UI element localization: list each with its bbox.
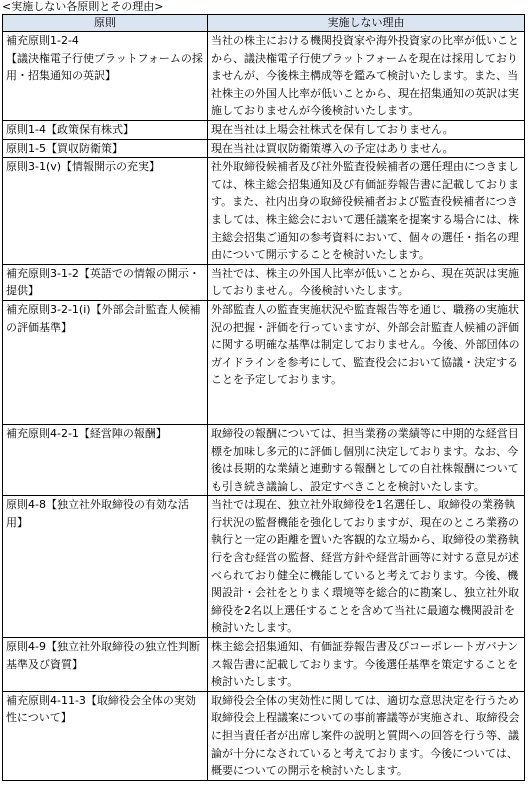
principle-cell: 原則1-4【政策保有株式】 xyxy=(3,120,208,139)
table-caption: <実施しない各原則とその理由> xyxy=(2,0,164,13)
table-row xyxy=(3,158,525,265)
principle-cell: 補充原則3-1-2【英語での情報の開示・提供】 xyxy=(3,264,208,300)
column-header-reason: 実施しない理由 xyxy=(208,15,525,32)
reason-cell: 現在当社は買収防衛策導入の予定はありません。 xyxy=(208,139,525,158)
reason-cell: 社外取締役候補者及び社外監査役候補者の選任理由につきましては、株主総会招集通知及び有価証券報告書に記載しております。また、社内出身の取締役候補者および監査役候補者につきましては、株主総会において選任議案を提案する場合には、株主総会招集ご通知の参考資料において、個々の選任・指名の理由について開示することを検討いたします。 xyxy=(208,158,525,265)
table-row xyxy=(3,691,525,780)
table-row xyxy=(3,496,525,638)
table-row xyxy=(3,139,525,158)
reason-cell: 株主総会招集通知、有価証券報告書及びコーポレートガバナンス報告書に記載しております。今後選任基準を策定することを検討いたします。 xyxy=(208,638,525,692)
principle-cell: 補充原則1-2-4 【議決権電子行使プラットフォームの採用・招集通知の英訳】 xyxy=(3,32,208,121)
principle-cell: 補充原則3-2-1(ⅰ)【外部会計監査人候補の評価基準】 xyxy=(3,300,208,424)
principle-cell: 原則4-9【独立社外取締役の独立性判断基準及び資質】 xyxy=(3,638,208,692)
table-row xyxy=(3,424,525,495)
table-row xyxy=(3,264,525,300)
table-header-row xyxy=(3,15,525,32)
table-row xyxy=(3,120,525,139)
reason-cell: 現在当社は上場会社株式を保有しておりません。 xyxy=(208,120,525,139)
reason-cell: 当社の株主における機関投資家や海外投資家の比率が低いことから、議決権電子行使プラットフォームを現在は採用しておりませんが、今後株主構成等を鑑みて検討いたします。また、当社株主の外国人比率が低いことから、現在招集通知の英訳は実施しておりませんが今後検討いたします。 xyxy=(208,32,525,121)
table-row xyxy=(3,638,525,692)
principle-cell: 原則4-8【独立社外取締役の有効な活用】 xyxy=(3,496,208,638)
reason-cell: 外部監査人の監査実施状況や監査報告等を通じ、職務の実施状況の把握・評価を行っていますが、外部会計監査人候補の評価に関する明確な基準は制定しておりません。今後、外部団体のガイドラインを参考にして、監査役会において協議・決定することを予定しております。 xyxy=(208,300,525,424)
table-row xyxy=(3,300,525,424)
reason-cell: 当社では、株主の外国人比率が低いことから、現在英訳は実施しておりません。今後検討いたします。 xyxy=(208,264,525,300)
reason-cell: 当社では現在、独立社外取締役を1名選任し、取締役の業務執行状況の監督機能を強化しておりますが、現在のところ業務の執行と一定の距離を置いた客観的な立場から、取締役の業務執行を含む経営の監督、経営方針や経営計画等に対する意見が述べられており健全に機能していると考えております。今後、機関設計・会社をとりまく環境等を総合的に勘案し、独立社外取締役を2名以上選任することを含めて当社に最適な機関設計を検討いたします。 xyxy=(208,496,525,638)
column-header-principle: 原則 xyxy=(3,15,208,32)
table-row xyxy=(3,32,525,121)
reason-cell: 取締役の報酬については、担当業務の業績等に中期的な経営目標を加味し多元的に評価し個別に決定しております。なお、今後は長期的な業績と連動する報酬としての自社株報酬についても引き続き議論し、設定すべきことを検討いたします。 xyxy=(208,424,525,495)
principle-cell: 補充原則4-2-1【経営陣の報酬】 xyxy=(3,424,208,495)
principle-cell: 原則3-1(ⅴ)【情報開示の充実】 xyxy=(3,158,208,265)
principles-table xyxy=(2,14,525,781)
principle-cell: 原則1-5【買収防衛策】 xyxy=(3,139,208,158)
reason-cell: 取締役会全体の実効性に関しては、適切な意思決定を行うため取締役会上程議案についての事前審議等が実施され、取締役会に担当責任者が出席し案件の説明と質問への回答を行う等、議論が十分になされていると考えております。今後については、概要についての開示を検討いたします。 xyxy=(208,691,525,780)
principle-cell: 補充原則4-11-3【取締役会全体の実効性について】 xyxy=(3,691,208,780)
